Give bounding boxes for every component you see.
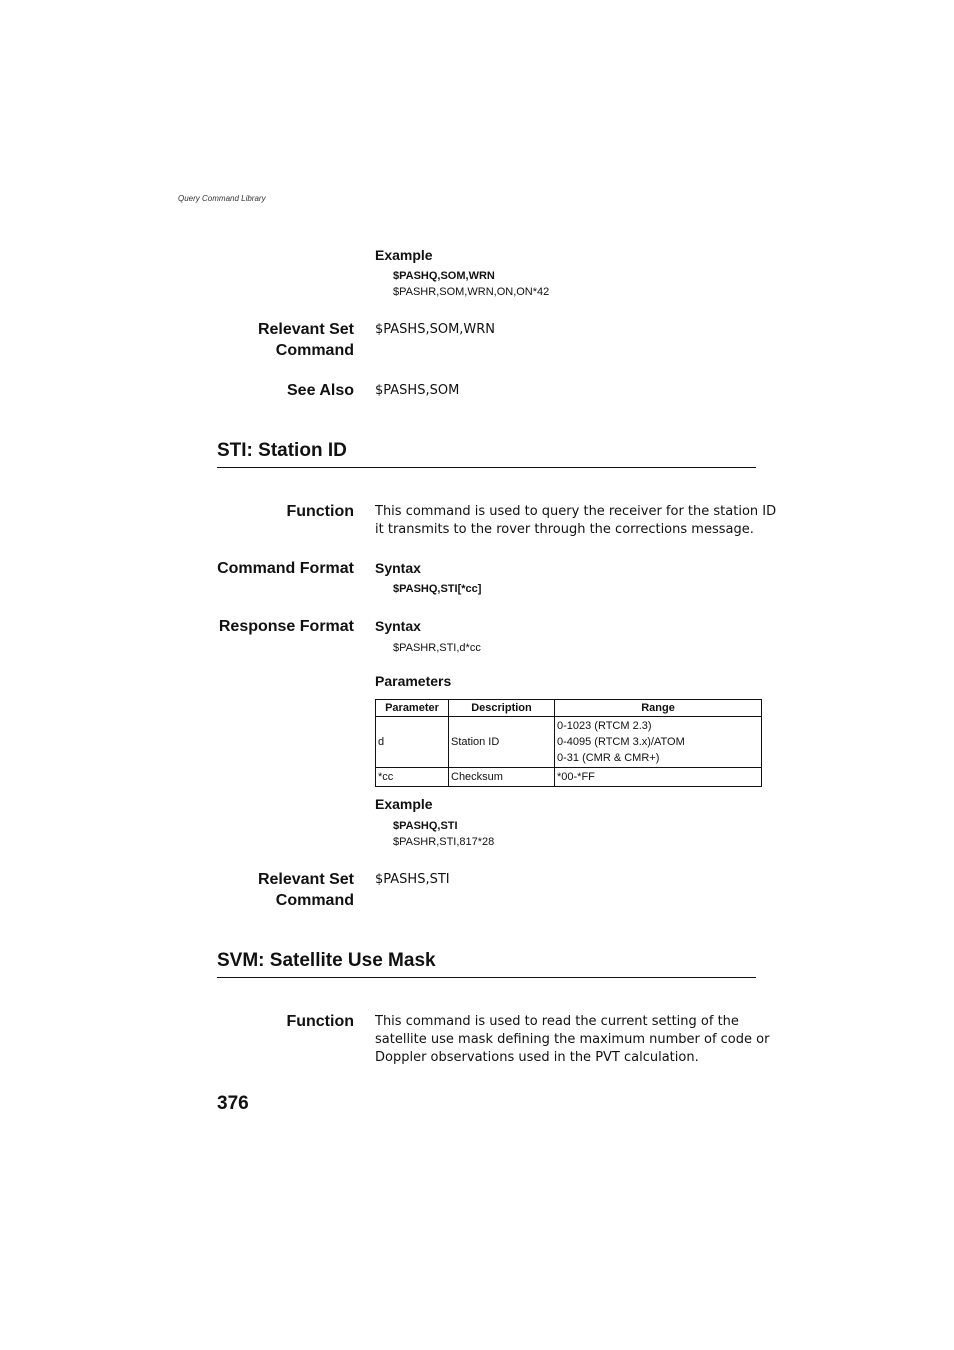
relevant-set-value: $PASHS,STI: [375, 872, 450, 887]
response-syntax: $PASHR,STI,d*cc: [393, 642, 481, 654]
relevant-set-label: Relevant Set Command: [257, 321, 354, 359]
example-query: $PASHQ,SOM,WRN: [393, 270, 495, 282]
command-format-label: Command Format: [217, 560, 354, 577]
example-response: $PASHR,SOM,WRN,ON,ON*42: [393, 286, 550, 298]
example-heading: Example: [375, 247, 433, 263]
relevant-set-value: $PASHS,SOM,WRN: [375, 322, 496, 337]
section-rule: [217, 467, 756, 468]
command-syntax: $PASHQ,STI[*cc]: [393, 583, 482, 595]
command-syntax-heading: Syntax: [375, 560, 421, 576]
example-heading: Example: [375, 796, 433, 812]
table-cell-range: 0-1023 (RTCM 2.3) 0-4095 (RTCM 3.x)/ATOM 0-31 (CMR & CMR+): [555, 717, 762, 768]
see-also-label: See Also: [287, 382, 354, 399]
section-title-svm: SVM: Satellite Use Mask: [217, 950, 436, 971]
parameters-table: [375, 699, 762, 787]
table-cell-description: Checksum: [449, 768, 555, 787]
section-rule: [217, 977, 756, 978]
example-response: $PASHR,STI,817*28: [393, 836, 495, 848]
example-query: $PASHQ,STI: [393, 820, 458, 832]
running-header: Query Command Library: [178, 194, 266, 203]
table-cell-description: Station ID: [449, 717, 555, 768]
table-header-description: Description: [449, 700, 555, 717]
table-header-row: [376, 700, 762, 717]
table-cell-parameter: d: [376, 717, 449, 768]
response-format-label: Response Format: [218, 618, 354, 635]
table-header-parameter: Parameter: [376, 700, 449, 717]
parameters-heading: Parameters: [375, 673, 452, 689]
function-text: This command is used to read the current setting of the satellite use mask defining the maximum number of code or Doppler observations used in the PVT calculation.: [375, 1014, 770, 1065]
table-row: [376, 717, 762, 768]
response-syntax-heading: Syntax: [375, 618, 421, 634]
table-header-range: Range: [555, 700, 762, 717]
see-also-value: $PASHS,SOM: [375, 383, 460, 398]
page-number: 376: [217, 1093, 249, 1114]
function-text: This command is used to query the receiver for the station ID it transmits to the rover through the corrections message.: [375, 504, 777, 537]
relevant-set-label: Relevant Set Command: [257, 871, 354, 909]
section-title-sti: STI: Station ID: [217, 440, 347, 461]
function-label: Function: [286, 503, 354, 520]
table-row: [376, 768, 762, 787]
function-label: Function: [286, 1013, 354, 1030]
table-cell-parameter: *cc: [376, 768, 449, 787]
table-cell-range: *00-*FF: [555, 768, 762, 787]
